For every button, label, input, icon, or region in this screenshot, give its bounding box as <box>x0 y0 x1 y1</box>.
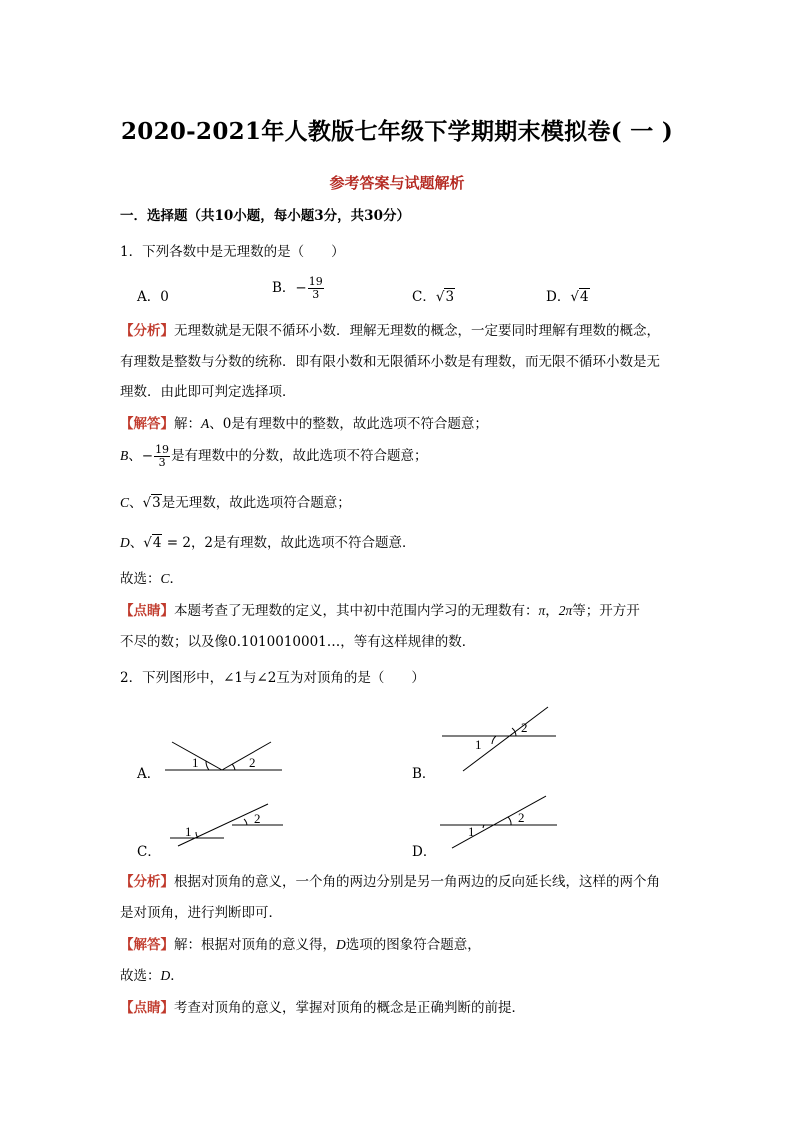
figure-b-arc1 <box>492 736 496 744</box>
figure-a-angle2-label: 2 <box>249 755 256 770</box>
q2-option-d-label: D． <box>412 844 437 860</box>
figure-d-arc1 <box>483 825 484 828</box>
figure-b <box>442 707 556 771</box>
q2-option-b-label: B． <box>412 766 436 782</box>
q1-answer-b: B、− $\frac{19}{3}$ 是有理数中的分数，故此选项不符合题意； <box>120 443 428 469</box>
figure-b-angle2-label: 2 <box>521 720 528 735</box>
q2-option-a-label: A． <box>137 766 161 782</box>
page-subtitle: 参考答案与试题解析 <box>329 174 465 192</box>
q1-analysis-line2: 有理数是整数与分数的统称．即有限小数和无限循环小数是有理数，而无限不循环小数是无 <box>120 354 660 370</box>
figure-c-transversal <box>178 804 268 846</box>
figure-d-angle2-label: 2 <box>518 810 525 825</box>
q1-choice: 故选：C． <box>120 571 184 587</box>
figure-d-angle1-label: 1 <box>468 824 475 839</box>
figure-a-angle1-label: 1 <box>192 755 199 770</box>
figure-a <box>165 742 282 770</box>
figure-a-arc1 <box>206 761 209 770</box>
figure-d-arc2 <box>508 817 511 825</box>
figure-a-left-ray <box>172 742 222 770</box>
figure-d-transversal <box>452 796 546 848</box>
figure-c-arc1 <box>196 832 198 838</box>
q1-analysis-line3: 理数．由此即可判定选择项． <box>120 384 296 400</box>
figure-a-right-ray <box>222 742 271 770</box>
figure-a-arc2 <box>232 764 235 770</box>
figure-c <box>170 804 283 846</box>
q1-answer-d: D、√4 = 2，2是有理数，故此选项不符合题意． <box>120 535 416 551</box>
page-title: 2020-2021年人教版七年级下学期期末模拟卷( 一 ) <box>120 118 674 145</box>
q2-analysis-line1: 【分析】根据对顶角的意义，一个角的两边分别是另一角两边的反向延长线，这样的两个角 <box>120 874 660 890</box>
q1-comment-line2: 不尽的数；以及像0.1010010001…，等有这样规律的数． <box>120 634 476 650</box>
q1-analysis-line1: 【分析】无理数就是无限不循环小数．理解无理数的概念，一定要同时理解有理数的概念， <box>120 323 660 339</box>
figure-c-arc2 <box>244 819 247 825</box>
figure-b-arc2 <box>512 728 516 736</box>
q2-stem: 2．下列图形中，∠1与∠2互为对顶角的是（ ） <box>120 670 425 686</box>
figure-d <box>440 796 557 848</box>
q2-comment: 【点睛】考查对顶角的意义，掌握对顶角的概念是正确判断的前提． <box>120 1000 525 1016</box>
figure-c-angle2-label: 2 <box>254 811 261 826</box>
q2-option-c-label: C． <box>137 844 161 860</box>
q2-analysis-line2: 是对顶角，进行判断即可． <box>120 905 282 921</box>
q1-option-b: B．− $\frac{19}{3}$ <box>272 275 323 301</box>
q1-answer-c: C、√3是无理数，故此选项符合题意； <box>120 495 351 511</box>
figure-b-angle1-label: 1 <box>475 737 482 752</box>
q1-comment-line1: 【点睛】本题考查了无理数的定义，其中初中范围内学习的无理数有：π，2π等；开方开 <box>120 603 640 619</box>
figure-b-transversal <box>463 707 548 771</box>
section-heading: 一．选择题（共10小题，每小题3分，共30分） <box>120 208 410 224</box>
q2-answer: 【解答】解：根据对顶角的意义得，D选项的图象符合题意， <box>120 937 481 953</box>
q1-option-d: D．√4 <box>546 289 589 305</box>
q1-option-a: A．0 <box>137 289 169 305</box>
q1-answer-a: 【解答】解：A、0是有理数中的整数，故此选项不符合题意； <box>120 416 488 432</box>
q1-option-c: C．√3 <box>412 289 455 305</box>
q1-stem: 1．下列各数中是无理数的是（ ） <box>120 244 345 260</box>
figure-c-angle1-label: 1 <box>185 824 192 839</box>
q2-choice: 故选：D． <box>120 968 184 984</box>
